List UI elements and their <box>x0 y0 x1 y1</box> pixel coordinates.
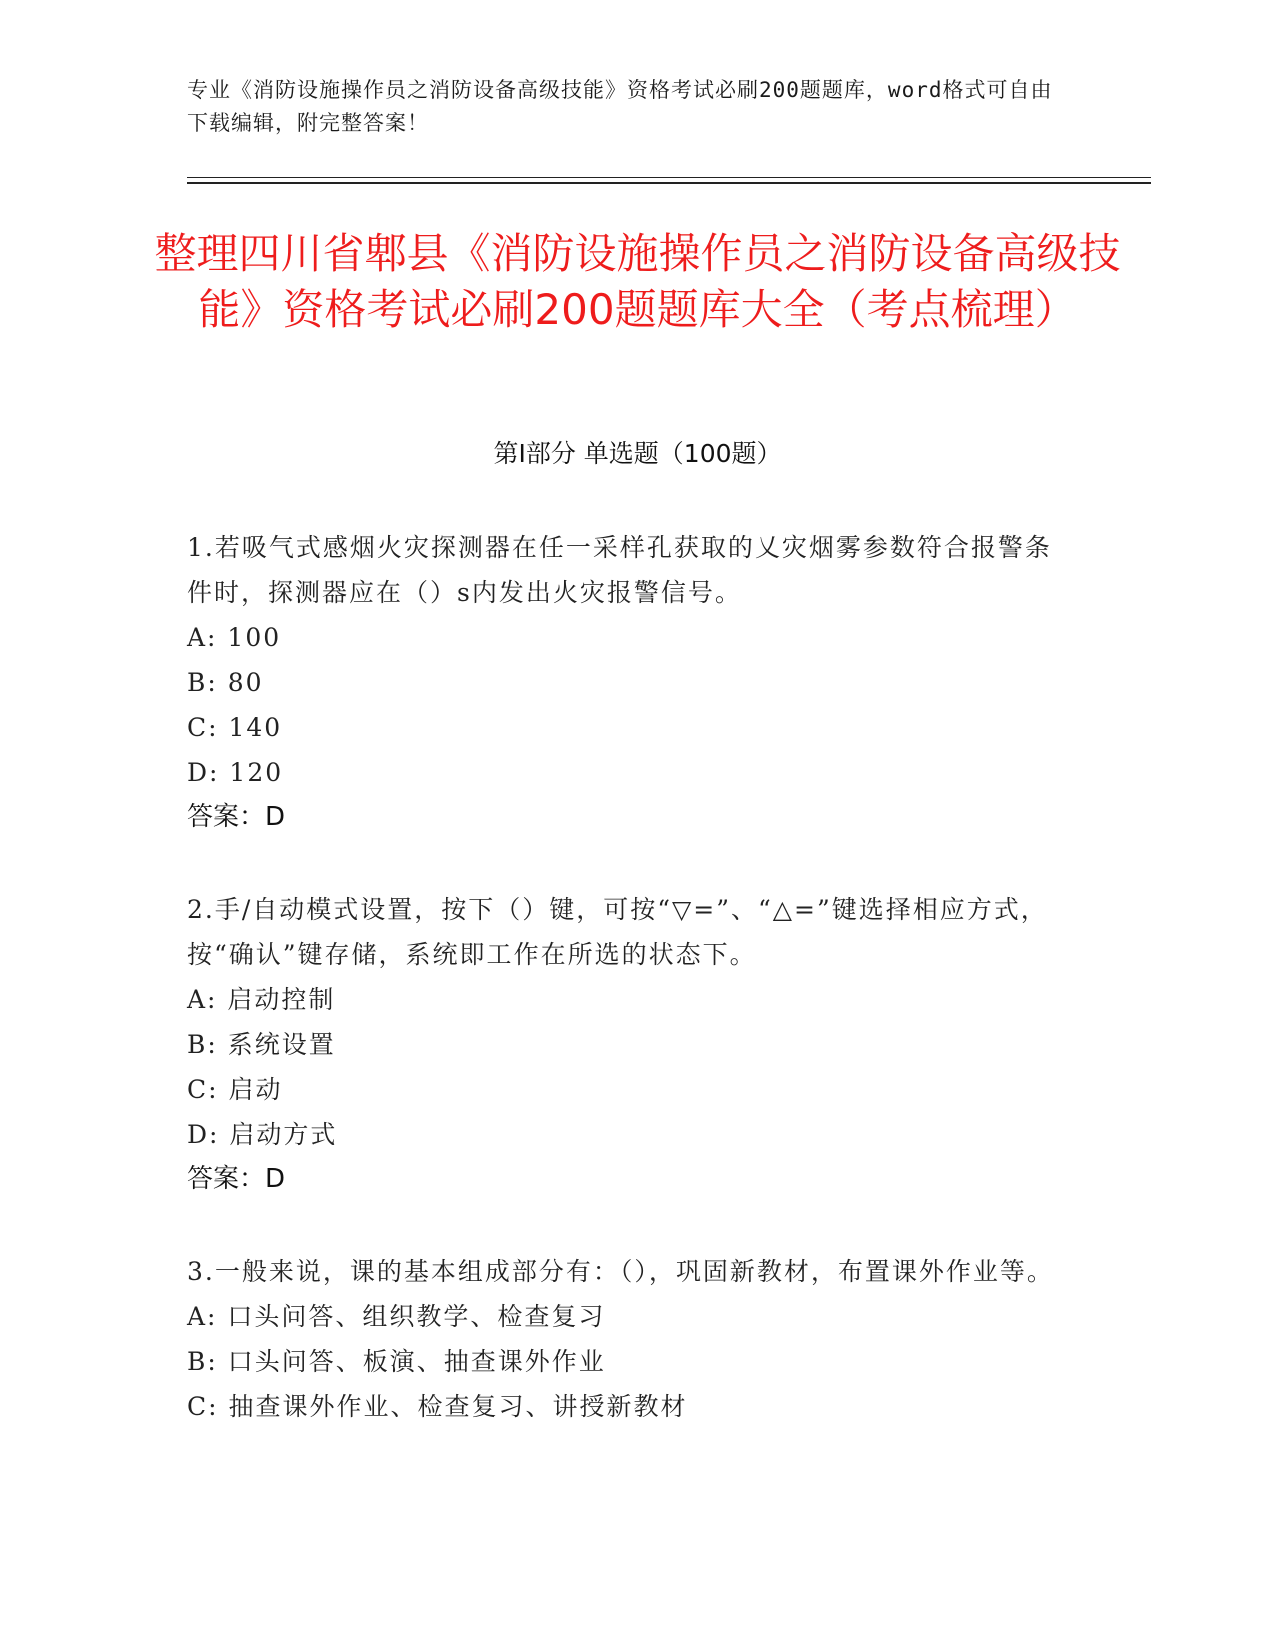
option-b: B: 口头问答、板演、抽查课外作业 <box>187 1347 606 1376</box>
section-title: 第Ⅰ部分 单选题（100题） <box>493 439 782 468</box>
option-c: C: 140 <box>187 713 283 742</box>
option-a: A: 启动控制 <box>187 985 336 1014</box>
document-title: 整理四川省郫县《消防设施操作员之消防设备高级技能》资格考试必刷200题题库大全（考点梳理） <box>154 229 1121 334</box>
option-c: C: 启动 <box>187 1075 283 1104</box>
question-3 <box>187 1249 1067 1429</box>
option-b: B: 系统设置 <box>187 1030 336 1059</box>
question-stem: 2.手/自动模式设置，按下（）键，可按“▽=”、“△=”键选择相应方式，按“确认”键存储，系统即工作在所选的状态下。 <box>187 895 1048 969</box>
answer: 答案：D <box>187 1164 286 1194</box>
option-a: A: 100 <box>187 623 282 652</box>
option-c: C: 抽查课外作业、检查复习、讲授新教材 <box>187 1392 688 1421</box>
header-divider-thick <box>187 182 1151 184</box>
option-a: A: 口头问答、组织教学、检查复习 <box>187 1302 606 1331</box>
option-b: B: 80 <box>187 668 264 697</box>
option-d: D: 启动方式 <box>187 1120 338 1149</box>
question-2 <box>187 887 1067 1202</box>
header-divider-thin <box>187 177 1151 178</box>
header-note: 专业《消防设施操作员之消防设备高级技能》资格考试必刷200题题库，word格式可自由下载编辑，附完整答案！ <box>187 78 1053 135</box>
answer: 答案：D <box>187 802 286 832</box>
question-stem: 1.若吸气式感烟火灾探测器在任一采样孔获取的乂灾烟雾参数符合报警条件时，探测器应在（）s内发出火灾报警信号。 <box>187 533 1052 607</box>
option-d: D: 120 <box>187 758 284 787</box>
question-stem: 3.一般来说，课的基本组成部分有：（），巩固新教材，布置课外作业等。 <box>187 1257 1054 1286</box>
question-1 <box>187 525 1067 840</box>
